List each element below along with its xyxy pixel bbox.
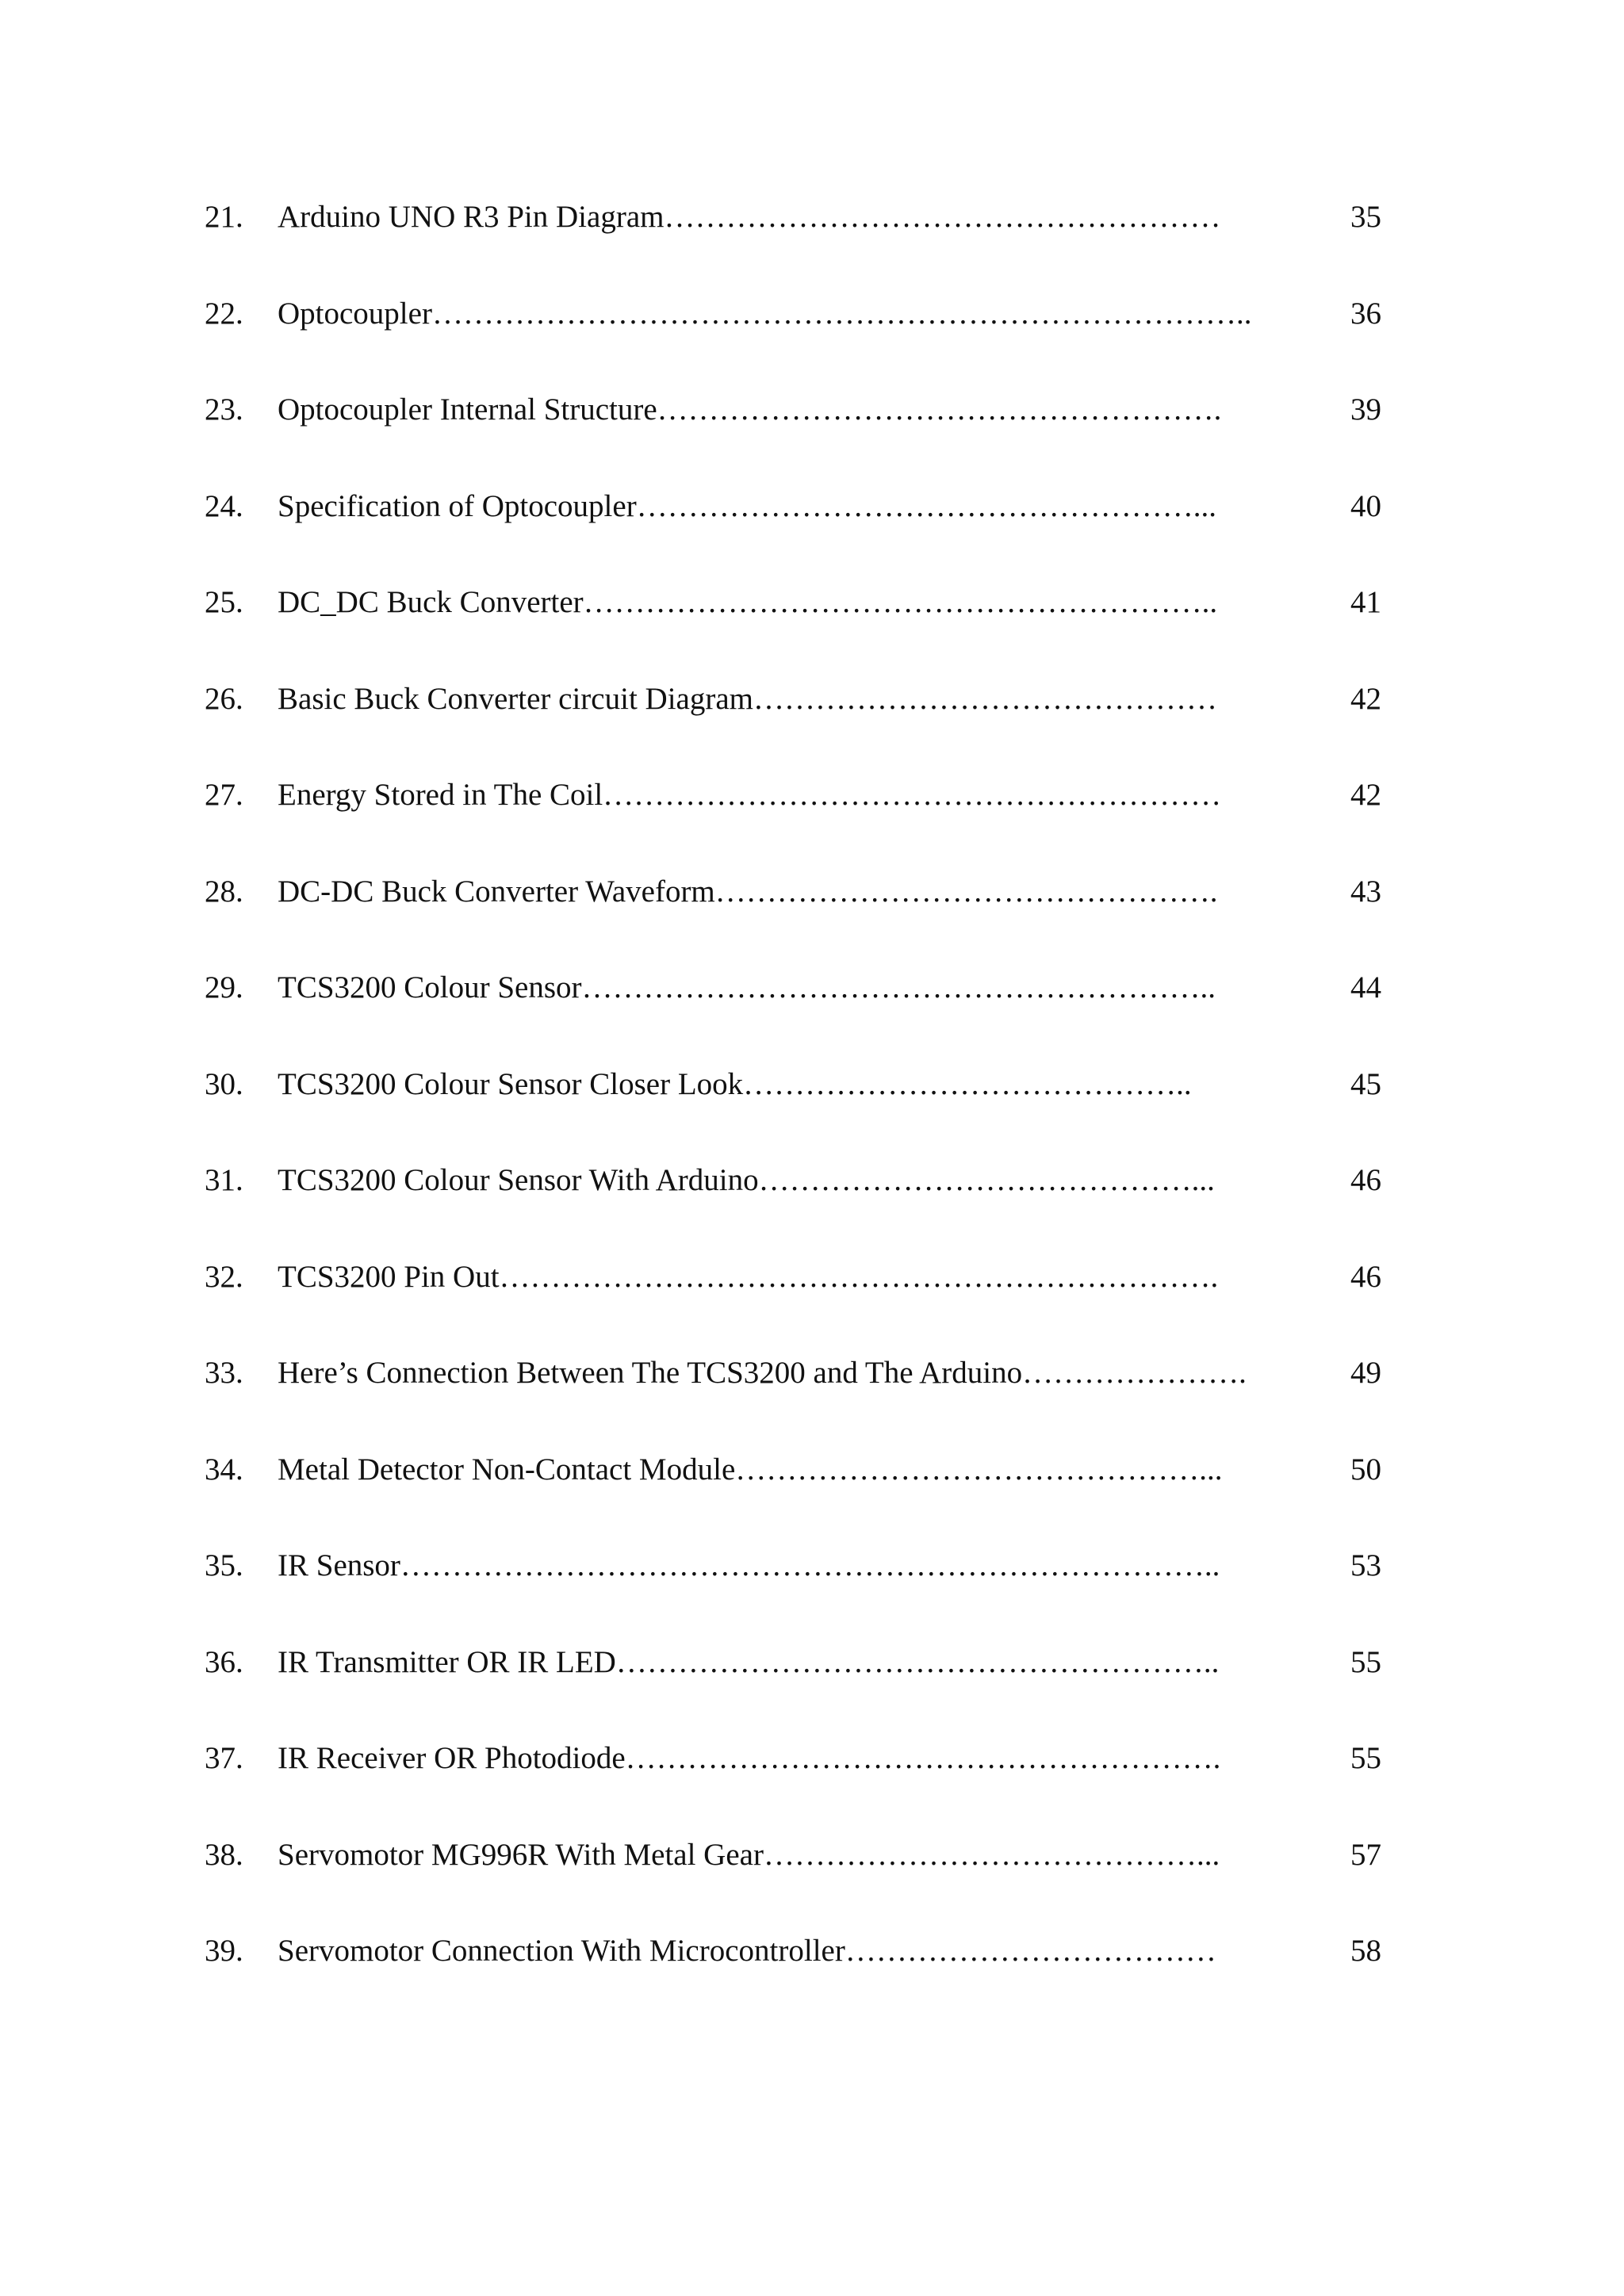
entry-title: Servomotor Connection With Microcontroller……………………………… xyxy=(278,1934,1216,1968)
entry-number: 39. xyxy=(205,1934,243,1968)
entry-number: 31. xyxy=(205,1163,243,1197)
entry-title: IR Receiver OR Photodiode…………………………………………………. xyxy=(278,1741,1221,1775)
entry-number: 38. xyxy=(205,1837,243,1872)
entry-title: IR Transmitter OR IR LED………………………………………………….. xyxy=(278,1644,1220,1679)
entry-number: 32. xyxy=(205,1259,243,1294)
toc-entry-31 xyxy=(205,1150,1394,1247)
entry-number: 22. xyxy=(205,296,243,331)
entry-title: DC_DC Buck Converter…………………………………………………….. xyxy=(278,585,1218,619)
entry-page-number: 46 xyxy=(1350,1259,1381,1294)
toc-entry-39 xyxy=(205,1921,1394,2018)
list-of-figures xyxy=(205,187,1394,2018)
toc-entry-35 xyxy=(205,1536,1394,1632)
entry-title: TCS3200 Colour Sensor With Arduino……………………………………... xyxy=(278,1163,1215,1197)
entry-number: 21. xyxy=(205,200,243,234)
toc-entry-30 xyxy=(205,1054,1394,1151)
entry-page-number: 46 xyxy=(1350,1163,1381,1197)
entry-page-number: 41 xyxy=(1350,585,1381,619)
toc-entry-26 xyxy=(205,669,1394,766)
entry-page-number: 45 xyxy=(1350,1066,1381,1101)
entry-page-number: 58 xyxy=(1350,1934,1381,1968)
entry-title: TCS3200 Pin Out……………………………………………………………. xyxy=(278,1259,1219,1294)
toc-entry-28 xyxy=(205,862,1394,959)
entry-number: 24. xyxy=(205,488,243,523)
entry-title: Servomotor MG996R With Metal Gear……………………………………... xyxy=(278,1837,1220,1872)
entry-page-number: 39 xyxy=(1350,392,1381,427)
entry-number: 30. xyxy=(205,1066,243,1101)
toc-entry-24 xyxy=(205,476,1394,573)
toc-entry-27 xyxy=(205,765,1394,862)
entry-number: 33. xyxy=(205,1356,243,1390)
entry-title: Basic Buck Converter circuit Diagram……………………………………… xyxy=(278,681,1217,716)
toc-entry-25 xyxy=(205,572,1394,669)
entry-title: TCS3200 Colour Sensor…………………………………………………….. xyxy=(278,970,1216,1004)
entry-number: 34. xyxy=(205,1452,243,1487)
entry-page-number: 42 xyxy=(1350,681,1381,716)
entry-page-number: 43 xyxy=(1350,874,1381,909)
entry-number: 28. xyxy=(205,874,243,909)
entry-page-number: 35 xyxy=(1350,200,1381,234)
entry-page-number: 49 xyxy=(1350,1356,1381,1390)
entry-page-number: 50 xyxy=(1350,1452,1381,1487)
entry-title: IR Sensor…………………………………………………………………….. xyxy=(278,1548,1220,1582)
entry-title: Specification of Optocoupler………………………………………………... xyxy=(278,488,1216,523)
entry-page-number: 40 xyxy=(1350,488,1381,523)
entry-number: 36. xyxy=(205,1644,243,1679)
entry-title: DC-DC Buck Converter Waveform…………………………………………. xyxy=(278,874,1218,909)
entry-number: 37. xyxy=(205,1741,243,1775)
toc-entry-33 xyxy=(205,1343,1394,1440)
entry-title: TCS3200 Colour Sensor Closer Look…………………………………….. xyxy=(278,1066,1192,1101)
entry-title: Optocoupler…………………………………………………………………….. xyxy=(278,296,1252,331)
entry-page-number: 57 xyxy=(1350,1837,1381,1872)
toc-entry-32 xyxy=(205,1247,1394,1344)
toc-entry-29 xyxy=(205,958,1394,1054)
entry-number: 35. xyxy=(205,1548,243,1582)
entry-page-number: 44 xyxy=(1350,970,1381,1004)
entry-page-number: 53 xyxy=(1350,1548,1381,1582)
toc-entry-21 xyxy=(205,187,1394,284)
entry-page-number: 36 xyxy=(1350,296,1381,331)
toc-entry-34 xyxy=(205,1440,1394,1536)
entry-title: Here’s Connection Between The TCS3200 and The Arduino…………………. xyxy=(278,1356,1247,1390)
entry-title: Energy Stored in The Coil…………………………………………………… xyxy=(278,778,1222,812)
entry-title: Arduino UNO R3 Pin Diagram……………………………………………… xyxy=(278,200,1221,234)
entry-number: 27. xyxy=(205,778,243,812)
entry-number: 25. xyxy=(205,585,243,619)
toc-entry-37 xyxy=(205,1728,1394,1825)
entry-page-number: 55 xyxy=(1350,1644,1381,1679)
entry-number: 23. xyxy=(205,392,243,427)
toc-entry-36 xyxy=(205,1632,1394,1729)
entry-title: Metal Detector Non-Contact Module………………………………………... xyxy=(278,1452,1223,1487)
toc-entry-38 xyxy=(205,1825,1394,1922)
entry-title: Optocoupler Internal Structure………………………………………………. xyxy=(278,392,1222,427)
entry-page-number: 42 xyxy=(1350,778,1381,812)
entry-page-number: 55 xyxy=(1350,1741,1381,1775)
toc-entry-23 xyxy=(205,380,1394,476)
entry-number: 26. xyxy=(205,681,243,716)
entry-number: 29. xyxy=(205,970,243,1004)
toc-entry-22 xyxy=(205,284,1394,381)
